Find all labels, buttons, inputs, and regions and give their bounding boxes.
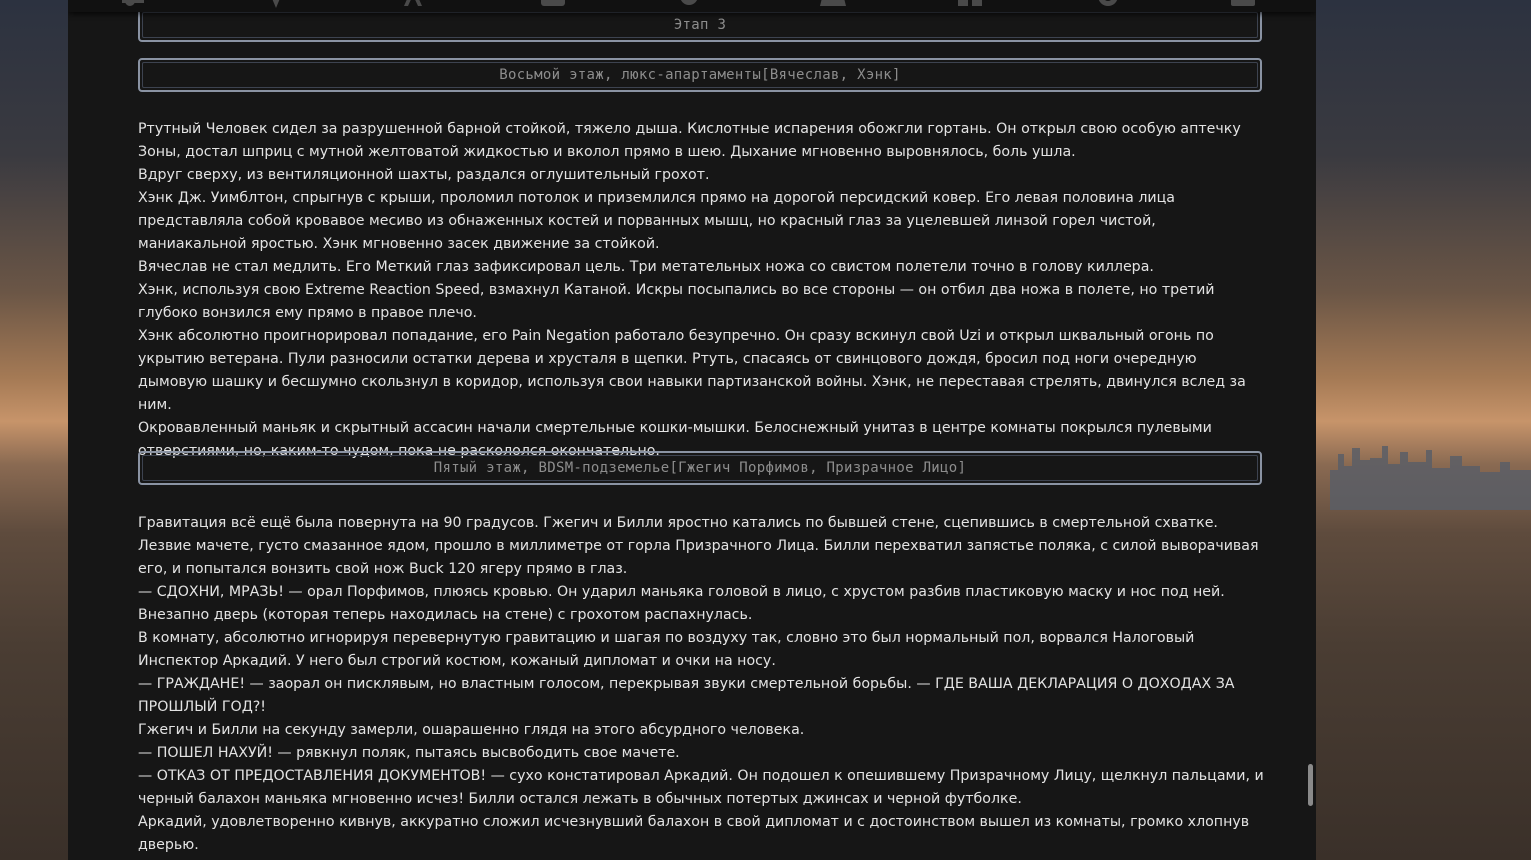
story-paragraph: В комнату, абсолютно игнорируя перевернутую гравитацию и шагая по воздуху так, словно это был нормальный пол, ворвался Налоговый Инспектор Аркадий. У него был строгий костюм, кожаный дипломат и очки на носу. (138, 630, 1195, 669)
top-navigation-bar (68, 0, 1316, 12)
main-content-panel (68, 0, 1316, 860)
inbox-icon[interactable] (818, 0, 848, 10)
inventory-icon[interactable] (955, 0, 985, 10)
section-header-fifth-floor (138, 451, 1262, 485)
character-icon[interactable] (398, 0, 428, 10)
story-text-block (138, 512, 1268, 857)
section-title: Пятый этаж, BDSM-подземелье[Гжегич Порфимов, Призрачное Лицо] (433, 460, 967, 476)
section-header-eighth-floor (138, 58, 1262, 92)
story-paragraph: Вячеслав не стал медлить. Его Меткий глаз зафиксировал цель. Три метательных ножа со свистом полетели точно в голову киллера. (138, 259, 1154, 275)
story-paragraph: Гжегич и Билли на секунду замерли, ошарашенно глядя на этого абсурдного человека. (138, 722, 805, 738)
sliders-icon[interactable] (118, 0, 148, 10)
section-title: Восьмой этаж, люкс-апартаменты[Вячеслав, Хэнк] (499, 67, 901, 83)
save-icon[interactable] (1228, 0, 1258, 10)
story-paragraph: Окровавленный маньяк и скрытный ассасин начали смертельные кошки-мышки. Белоснежный унитаз в центре комнаты покрылся пулевыми отверстиями, но, каким-то чудом, пока не раскололся окончательно. (138, 420, 1212, 459)
storage-icon[interactable] (538, 0, 568, 10)
settings-cog-icon[interactable] (674, 0, 704, 10)
ruins-silhouette (1330, 440, 1531, 510)
story-paragraph: Аркадий, удовлетворенно кивнув, аккуратно сложил исчезнувший балахон в свой дипломат и с достоинством вышел из комнаты, громко хлопнув дверью. (138, 814, 1250, 853)
section-title: Этап 3 (673, 17, 727, 33)
story-paragraph: Ртутный Человек сидел за разрушенной барной стойкой, тяжело дыша. Кислотные испарения обожгли гортань. Он открыл свою особую аптечку Зоны, достал шприц с мутной желтоватой жидкостью и вколол прямо в шею. Дыхание мгновенно выровнялось, боль ушла. (138, 121, 1241, 160)
clock-icon[interactable] (1093, 0, 1123, 10)
scrollbar-thumb[interactable] (1308, 764, 1313, 806)
story-paragraph: Внезапно дверь (которая теперь находилась на стене) с грохотом распахнулась. (138, 607, 753, 623)
story-paragraph: Вдруг сверху, из вентиляционной шахты, раздался оглушительный грохот. (138, 167, 710, 183)
story-paragraph: — ПОШЕЛ НАХУЙ! — рявкнул поляк, пытаясь высвободить свое мачете. (138, 745, 680, 761)
story-paragraph: — СДОХНИ, МРАЗЬ! — орал Порфимов, плюясь кровью. Он ударил маньяка головой в лицо, с хрустом разбив пластиковую маску и нос под ней. (138, 584, 1225, 600)
section-header-stage (138, 8, 1262, 42)
story-paragraph: — ОТКАЗ ОТ ПРЕДОСТАВЛЕНИЯ ДОКУМЕНТОВ! — сухо констатировал Аркадий. Он подошел к опешившему Призрачному Лицу, щелкнул пальцами, и черный балахон маньяка мгновенно исчез! Билли остался лежать в обычных потертых джинсах и черной футболке. (138, 768, 1264, 807)
story-paragraph: Хэнк, используя свою Extreme Reaction Speed, взмахнул Катаной. Искры посыпались во все стороны — он отбил два ножа в полете, но третий глубоко вонзился ему прямо в правое плечо. (138, 282, 1215, 321)
story-paragraph: Гравитация всё ещё была повернута на 90 градусов. Гжегич и Билли яростно катались по бывшей стене, сцепившись в смертельной схватке. Лезвие мачете, густо смазанное ядом, прошло в миллиметре от горла Призрачного Лица. Билли перехватил запястье поляка, с силой выворачивая его, и попытался вонзить свой нож Buck 120 ягеру прямо в глаз. (138, 515, 1259, 577)
story-text-block (138, 118, 1268, 463)
map-pin-icon[interactable] (261, 0, 291, 10)
story-paragraph: Хэнк абсолютно проигнорировал попадание, его Pain Negation работало безупречно. Он сразу вскинул свой Uzi и открыл шквальный огонь по укрытию ветерана. Пули разносили остатки дерева и хрусталя в щепки. Ртуть, спасаясь от свинцового дождя, бросил под ноги очередную дымовую шашку и бесшумно скользнул в коридор, используя свои навыки партизанской войны. Хэнк, не переставая стрелять, двинулся вслед за ним. (138, 328, 1246, 413)
story-paragraph: — ГРАЖДАНЕ! — заорал он писклявым, но властным голосом, перекрывая звуки смертельной борьбы. — ГДЕ ВАША ДЕКЛАРАЦИЯ О ДОХОДАХ ЗА ПРОШЛЫЙ ГОД?! (138, 676, 1235, 715)
story-paragraph: Хэнк Дж. Уимблтон, спрыгнув с крыши, проломил потолок и приземлился прямо на дорогой персидский ковер. Его левая половина лица представляла собой кровавое месиво из обнаженных костей и порванных мышц, но красный глаз за уцелевшей линзой горел чистой, маниакальной яростью. Хэнк мгновенно засек движение за стойкой. (138, 190, 1175, 252)
